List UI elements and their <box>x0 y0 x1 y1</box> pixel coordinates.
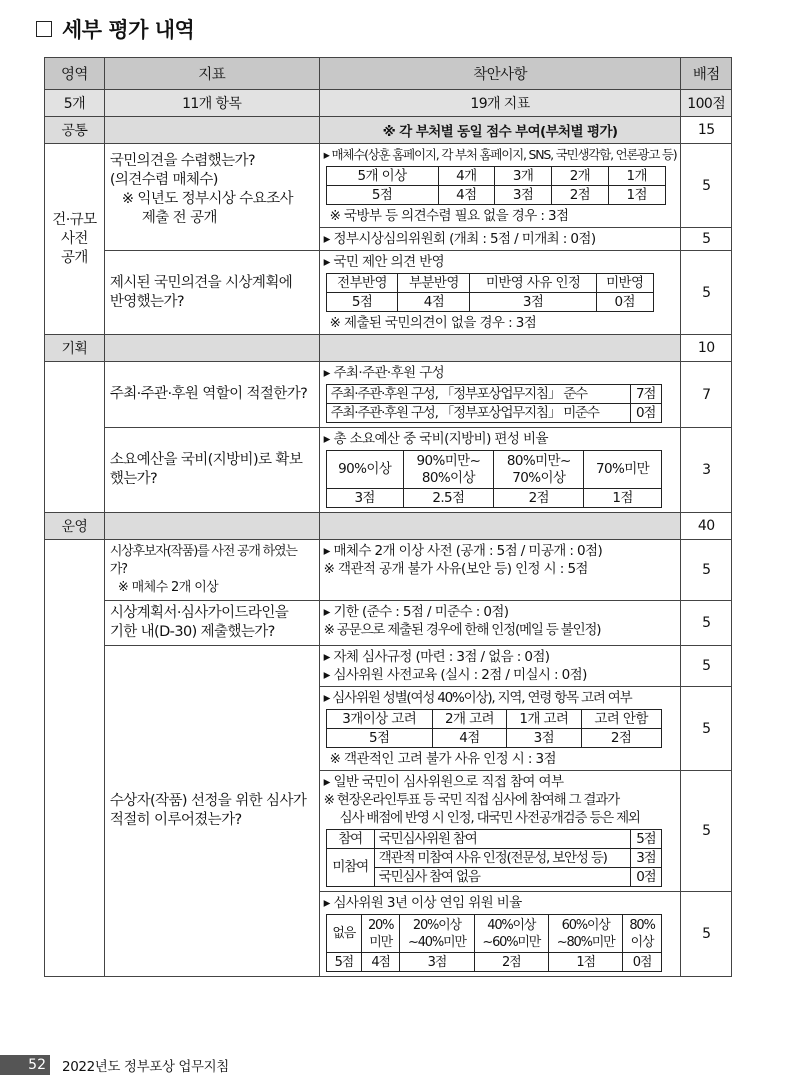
header-area: 영역 <box>45 58 105 90</box>
indicator-deadline: 시상계획서·심사가이드라인을 기한 내(D-30) 제출했는가? <box>104 601 319 646</box>
document-title: 2022년도 정부포상 업무지침 <box>62 1059 229 1075</box>
summary-indicator: 11개 항목 <box>104 90 319 117</box>
host-table: 주최·주관·후원 구성, 「정부포상업무지침」 준수 7점 주최·주관·후원 구성, 「정부포상업무지침」 미준수 0점 <box>326 384 662 423</box>
summary-focus: 19개 지표 <box>319 90 681 117</box>
indicator-reflect: 제시된 국민의견을 시상계획에 반영했는가? <box>104 251 319 335</box>
points-diversity: 5 <box>681 687 732 771</box>
header-points: 배점 <box>681 58 732 90</box>
section-plan-row <box>45 335 732 362</box>
row-budget <box>45 428 732 513</box>
section-ops-name: 운영 <box>45 513 105 540</box>
indicator-budget: 소요예산을 국비(지방비)로 확보 했는가? <box>104 428 319 513</box>
section-plan-name: 기획 <box>45 335 105 362</box>
page-footer <box>0 1055 229 1075</box>
budget-lead: ▸ 총 소요예산 중 국비(지방비) 편성 비율 <box>323 431 548 447</box>
header-focus: 착안사항 <box>319 58 681 90</box>
focus-public: ▸ 일반 국민이 심사위원으로 직접 참여 여부 ※ 현장온라인투표 등 국민 직접 심사에 참여해 그 결과가 심사 배점에 반영 시 인정, 대국민 사전공개검증 등은 제외 참여 국민심사위원 참여 5점 미참여 객관적 미참여 사유 인정(전문성, 보안성 등) 3점 국민심사 참여 없음 0점 <box>319 771 681 892</box>
area-scale: 건·규모 사전 공개 <box>45 144 105 335</box>
row-reflect <box>45 251 732 335</box>
indicator-host: 주최·주관·후원 역할이 적절한가? <box>104 362 319 428</box>
section-common-focus: ※ 각 부처별 동일 점수 부여(부처별 평가) <box>319 117 681 144</box>
public-lead: ▸ 일반 국민이 심사위원으로 직접 참여 여부 <box>323 774 564 790</box>
opinion-table: 5개 이상 4개 3개 2개 1개 5점 4점 3점 2점 1점 <box>326 166 666 205</box>
section-ops-row <box>45 513 732 540</box>
focus-budget <box>319 428 681 513</box>
section-common-points: 15 <box>681 117 732 144</box>
row-host <box>45 362 732 428</box>
focus-committee: ▸ 정부시상심의위원회 (개최 : 5점 / 미개최 : 0점) <box>319 228 681 251</box>
page-number: 52 <box>0 1055 50 1075</box>
points-reflect: 5 <box>681 251 732 335</box>
points-committee: 5 <box>681 228 732 251</box>
evaluation-table <box>44 57 732 977</box>
row-rules <box>45 646 732 687</box>
focus-rules: ▸ 자체 심사규정 (마련 : 3점 / 없음 : 0점) ▸ 심사위원 사전교육 (실시 : 2점 / 미실시 : 0점) <box>319 646 681 687</box>
points-rules: 5 <box>681 646 732 687</box>
points-opinion: 5 <box>681 144 732 228</box>
points-budget: 3 <box>681 428 732 513</box>
budget-table: 90%이상 90%미만~ 80%이상 80%미만~ 70%이상 70%미만 3점 2.5점 2점 1점 <box>326 450 662 508</box>
tenure-lead: ▸ 심사위원 3년 이상 연임 위원 비율 <box>323 895 522 911</box>
indicator-opinion: 국민의견을 수렴했는가? (의견수렴 매체수) ※ 익년도 정부시상 수요조사 제출 전 공개 <box>104 144 319 251</box>
reflect-note: ※ 제출된 국민의견이 없을 경우 : 3점 <box>329 315 537 331</box>
reflect-table: 전부반영 부분반영 미반영 사유 인정 미반영 5점 4점 3점 0점 <box>326 273 654 312</box>
indicator-candidate: 시상후보자(작품)를 사전 공개 하였는가? ※ 매체수 2개 이상 <box>104 540 319 601</box>
points-tenure: 5 <box>681 892 732 977</box>
points-public: 5 <box>681 771 732 892</box>
page-title <box>36 14 194 44</box>
focus-diversity <box>319 687 681 771</box>
section-common-row <box>45 117 732 144</box>
points-candidate: 5 <box>681 540 732 601</box>
points-deadline: 5 <box>681 601 732 646</box>
page-title-text: 세부 평가 내역 <box>62 18 195 42</box>
summary-area: 5개 <box>45 90 105 117</box>
focus-reflect <box>319 251 681 335</box>
table-header-row <box>45 58 732 90</box>
section-common-name: 공통 <box>45 117 105 144</box>
focus-host <box>319 362 681 428</box>
indicator-judging: 수상자(작품) 선정을 위한 심사가 적절히 이루어졌는가? <box>104 646 319 977</box>
header-indicator: 지표 <box>104 58 319 90</box>
points-host: 7 <box>681 362 732 428</box>
focus-tenure <box>319 892 681 977</box>
diversity-table: 3개이상 고려 2개 고려 1개 고려 고려 안함 5점 4점 3점 2점 <box>326 709 662 748</box>
section-plan-points: 10 <box>681 335 732 362</box>
diversity-lead: ▸ 심사위원 성별(여성 40%이상), 지역, 연령 항목 고려 여부 <box>323 690 632 706</box>
public-table: 참여 국민심사위원 참여 5점 미참여 객관적 미참여 사유 인정(전문성, 보안성 등) 3점 국민심사 참여 없음 0점 <box>326 829 662 887</box>
summary-row <box>45 90 732 117</box>
row-candidate <box>45 540 732 601</box>
diversity-note: ※ 객관적인 고려 불가 사유 인정 시 : 3점 <box>329 751 556 767</box>
tenure-table: 없음 20% 미만 20%이상 ~40%미만 40%이상 ~60%미만 60%이상 ~80%미만 80% 이상 5점 4점 3점 2점 1점 0점 <box>326 914 662 972</box>
host-lead: ▸ 주최·주관·후원 구성 <box>323 365 445 381</box>
checkbox-icon <box>36 21 52 37</box>
summary-points: 100점 <box>681 90 732 117</box>
opinion-lead: ▸ 매체수(상훈 홈페이지, 각 부처 홈페이지, SNS, 국민생각함, 언론광고 등) <box>323 147 677 162</box>
row-opinion <box>45 144 732 228</box>
row-deadline <box>45 601 732 646</box>
focus-opinion <box>319 144 681 228</box>
opinion-note: ※ 국방부 등 의견수렴 필요 없을 경우 : 3점 <box>329 208 569 224</box>
focus-candidate: ▸ 매체수 2개 이상 사전 (공개 : 5점 / 미공개 : 0점) ※ 객관적 공개 불가 사유(보안 등) 인정 시 : 5점 <box>319 540 681 601</box>
focus-deadline: ▸ 기한 (준수 : 5점 / 미준수 : 0점) ※ 공문으로 제출된 경우에 한해 인정(메일 등 불인정) <box>319 601 681 646</box>
section-ops-points: 40 <box>681 513 732 540</box>
reflect-lead: ▸ 국민 제안 의견 반영 <box>323 254 445 270</box>
